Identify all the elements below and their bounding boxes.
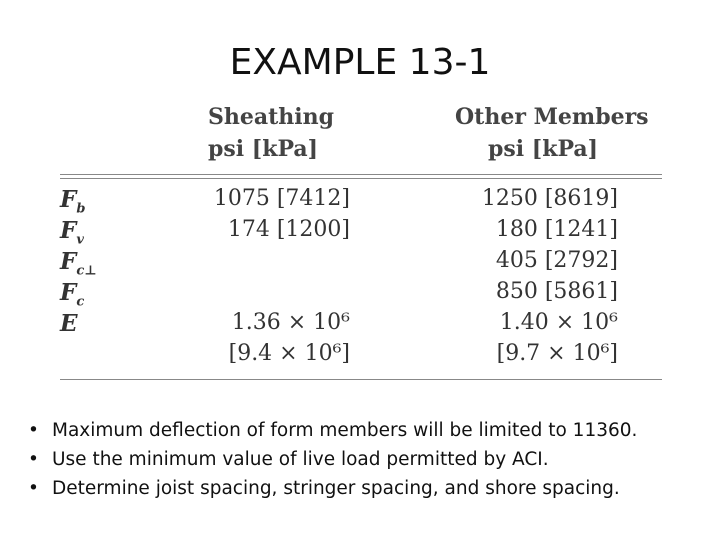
slide-title: EXAMPLE 13-1: [229, 42, 491, 83]
other-members-units-header: psi [kPa]: [488, 136, 599, 162]
sheathing-fb-value: 1075 [7412]: [213, 186, 350, 211]
sheathing-fv-value: 174 [1200]: [227, 217, 350, 242]
bullet-text: Determine joist spacing, stringer spacing, and shore spacing.: [52, 478, 620, 499]
bullet-icon: •: [28, 420, 39, 441]
symbol-e: E: [60, 310, 78, 337]
other-fc-value: 850 [5861]: [495, 279, 618, 304]
bullet-text: Maximum deflection of form members will be limited to 11360.: [52, 420, 638, 441]
bullet-icon: •: [28, 449, 39, 470]
other-fv-value: 180 [1241]: [495, 217, 618, 242]
bullet-item: [28, 474, 708, 503]
sheathing-e-value: 1.36 × 10⁶: [231, 310, 350, 335]
other-members-header: Other Members: [455, 104, 649, 130]
symbol-fb: $F_b$: [60, 186, 86, 217]
sheathing-header: Sheathing: [208, 104, 335, 130]
header-rule-bottom: [60, 178, 662, 179]
sheathing-units-header: psi [kPa]: [208, 136, 319, 162]
other-fc-perp-value: 405 [2792]: [495, 248, 618, 273]
other-e-value: 1.40 × 10⁶: [499, 310, 618, 335]
design-values-table: [48, 96, 668, 396]
other-e-kpa-value: [9.7 × 10⁶]: [496, 341, 618, 366]
header-rule-top: [60, 174, 662, 175]
bullet-item: [28, 416, 708, 445]
symbol-fv: $F_v$: [60, 217, 84, 248]
symbol-fc: $F_c$: [60, 279, 85, 310]
sheathing-e-kpa-value: [9.4 × 10⁶]: [228, 341, 350, 366]
symbol-fc-perp: $F_{c\perp}$: [60, 248, 97, 279]
bullet-icon: •: [28, 478, 39, 499]
other-fb-value: 1250 [8619]: [481, 186, 618, 211]
bullet-text: Use the minimum value of live load permitted by ACI.: [52, 449, 549, 470]
bullet-list: [28, 416, 708, 503]
bullet-item: [28, 445, 708, 474]
table-bottom-rule: [60, 379, 662, 380]
